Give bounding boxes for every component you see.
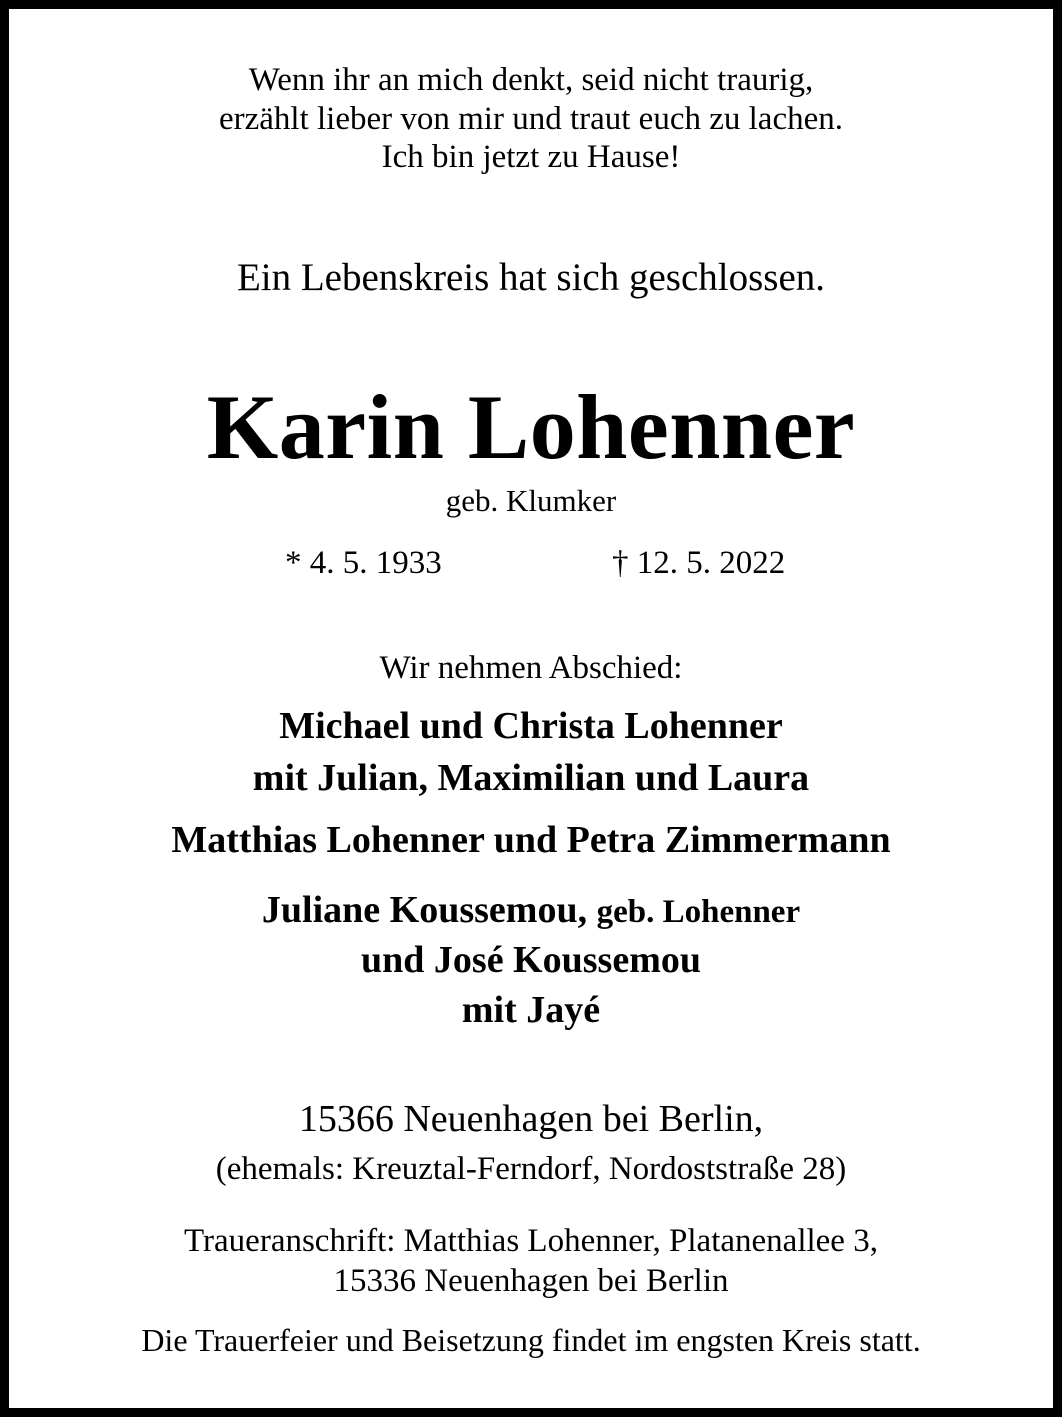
mourning-address-line-2: 15336 Neuenhagen bei Berlin: [333, 1263, 729, 1299]
birth-name: geb. Klumker: [445, 483, 617, 518]
mourner-line-3: Matthias Lohenner und Petra Zimmermann: [171, 819, 891, 861]
deceased-name: Karin Lohenner: [206, 376, 856, 478]
mourner-line-1: Michael und Christa Lohenner: [279, 705, 783, 747]
mourner-line-4-birth-name: geb. Lohenner: [596, 894, 801, 930]
birth-date: * 4. 5. 1933: [285, 545, 442, 581]
mourner-line-6: mit Jayé: [461, 989, 601, 1031]
mourning-address-line-1: Traueranschrift: Matthias Lohenner, Platanenallee 3,: [184, 1223, 878, 1259]
poem-line-2: erzählt lieber von mir und traut euch zu lachen.: [219, 100, 843, 137]
mourner-line-4-name: Juliane Koussemou,: [261, 889, 588, 931]
farewell-intro: Wir nehmen Abschied:: [379, 650, 683, 686]
former-address: (ehemals: Kreuztal-Ferndorf, Nordoststraße 28): [215, 1151, 847, 1187]
poem-line-3: Ich bin jetzt zu Hause!: [381, 139, 681, 175]
mourner-line-4: [9, 891, 1053, 929]
circle-line: Ein Lebenskreis hat sich geschlossen.: [236, 256, 826, 299]
poem-block: [9, 61, 1053, 177]
death-date: † 12. 5. 2022: [612, 545, 786, 581]
mourner-line-2: mit Julian, Maximilian und Laura: [252, 757, 810, 799]
mourner-line-5: und José Koussemou: [361, 939, 701, 981]
residence: 15366 Neuenhagen bei Berlin,: [298, 1098, 764, 1140]
ceremony-note: Die Trauerfeier und Beisetzung findet im engsten Kreis statt.: [141, 1322, 921, 1358]
poem-line-1: Wenn ihr an mich denkt, seid nicht traurig,: [248, 62, 814, 98]
